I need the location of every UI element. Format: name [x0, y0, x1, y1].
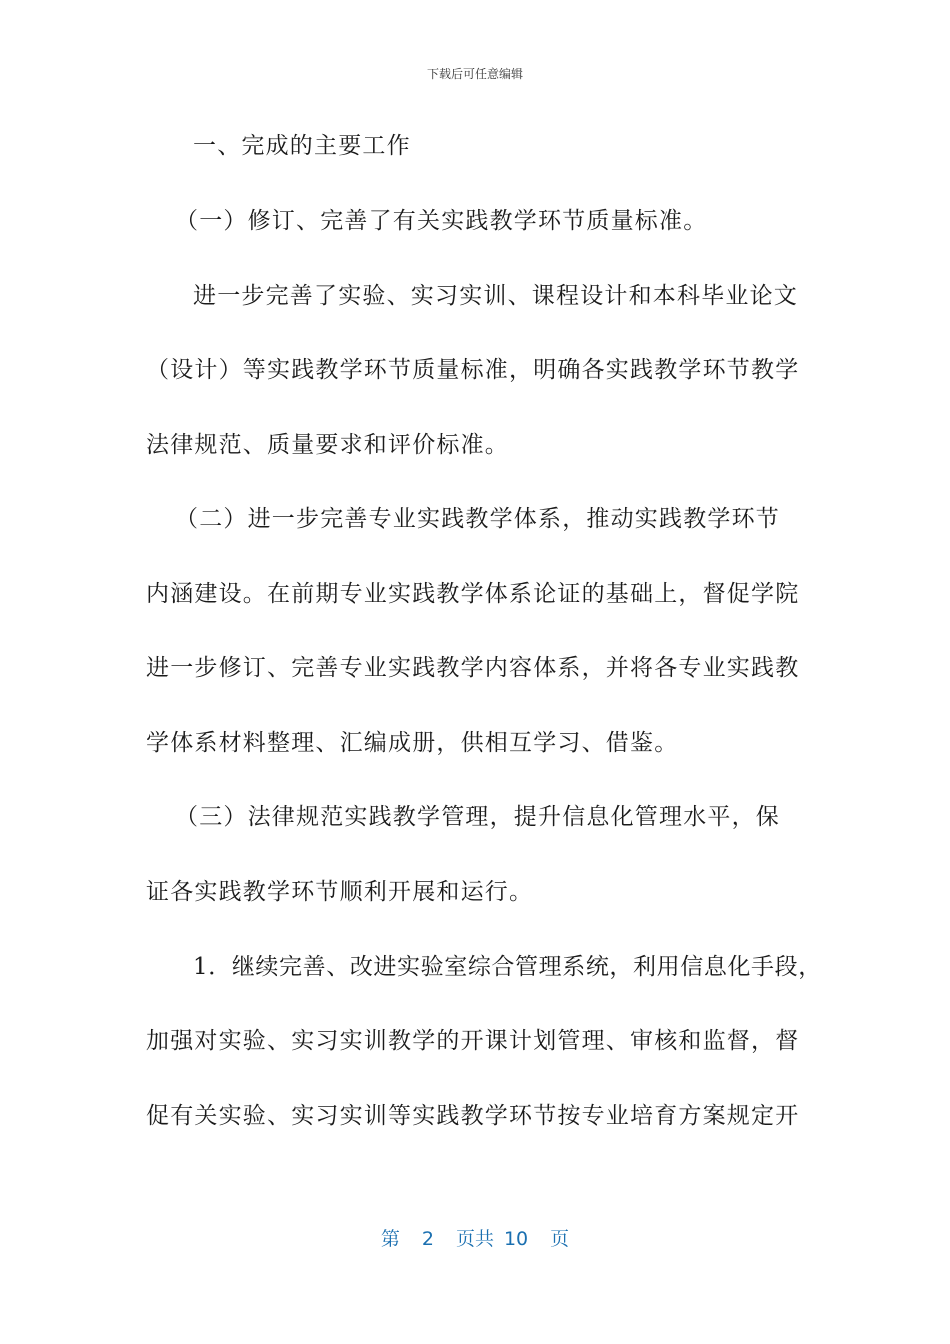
- paragraph-line: 内涵建设。在前期专业实践教学体系论证的基础上，督促学院: [146, 581, 800, 607]
- paragraph-line: 促有关实验、实习实训等实践教学环节按专业培育方案规定开: [146, 1103, 800, 1129]
- subsection-heading-2: （二）进一步完善专业实践教学体系，推动实践教学环节: [175, 506, 780, 532]
- footer-middle: 页共: [455, 1228, 494, 1250]
- paragraph-line: （设计）等实践教学环节质量标准，明确各实践教学环节教学: [146, 357, 800, 383]
- footer-prefix: 第: [380, 1228, 400, 1250]
- paragraph-line: 进一步修订、完善专业实践教学内容体系，并将各专业实践教: [146, 655, 800, 681]
- footer-suffix: 页: [550, 1228, 570, 1250]
- section-heading: 一、完成的主要工作: [193, 133, 411, 159]
- page-header: 下载后可任意编辑: [426, 67, 523, 81]
- paragraph-line: 法律规范、质量要求和评价标准。: [146, 432, 509, 458]
- paragraph-line: 加强对实验、实习实训教学的开课计划管理、审核和监督，督: [146, 1028, 800, 1054]
- page-footer: [0, 1226, 950, 1252]
- footer-total-pages: 10: [503, 1228, 529, 1250]
- subsection-heading-3: （三）法律规范实践教学管理，提升信息化管理水平，保: [175, 804, 780, 830]
- paragraph-line: 证各实践教学环节顺利开展和运行。: [146, 879, 534, 905]
- paragraph-line: 学体系材料整理、汇编成册，供相互学习、借鉴。: [146, 730, 679, 756]
- subsection-heading-1: （一）修订、完善了有关实践教学环节质量标准。: [175, 208, 708, 234]
- footer-page-number: 2: [421, 1228, 434, 1250]
- paragraph-line: 进一步完善了实验、实习实训、课程设计和本科毕业论文: [193, 283, 798, 309]
- numbered-item-1: 1．继续完善、改进实验室综合管理系统，利用信息化手段，: [193, 954, 822, 980]
